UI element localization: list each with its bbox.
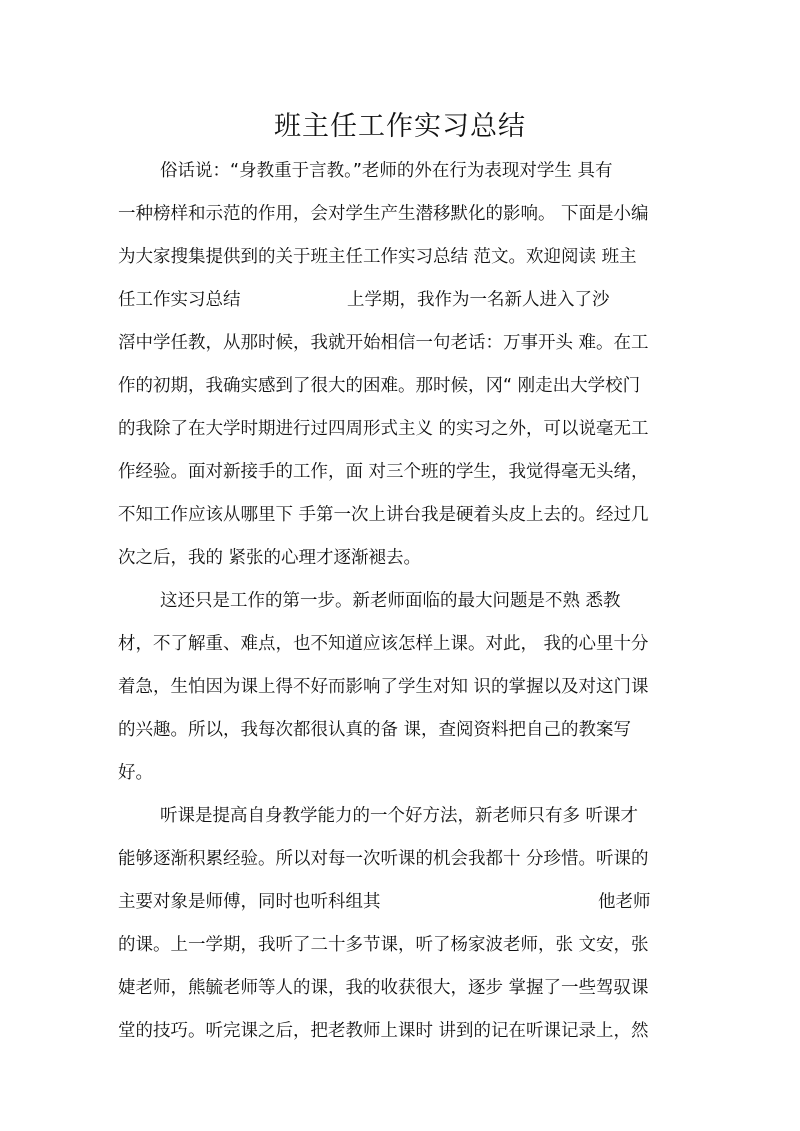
- text-line: 婕老师，熊毓老师等人的课，我的收获很大，逐步 掌握了一些驾驭课: [118, 978, 649, 998]
- text-line: 作的初期，我确实感到了很大的困难。那时候，冈“ 刚走出大学校门: [118, 376, 641, 396]
- text-line: 俗话说：“身教重于言教。”老师的外在行为表现对学生 具有: [160, 161, 613, 181]
- text-line: 能够逐渐积累经验。所以对每一次听课的机会我都十 分珍惜。听课的: [118, 849, 649, 869]
- text-line: 任工作实习总结: [118, 290, 241, 310]
- text-line: 主要对象是师傅，同时也听科组其: [118, 892, 381, 912]
- text-line: 不知工作应该从哪里下 手第一次上讲台我是硬着头皮上去的。经过几: [118, 505, 649, 525]
- text-line: 的我除了在大学时期进行过四周形式主义 的实习之外，可以说毫无工: [118, 419, 649, 439]
- text-line: 作经验。面对新接手的工作，面 对三个班的学生，我觉得毫无头绪，: [118, 462, 649, 482]
- text-line: 这还只是工作的第一步。新老师面临的最大问题是不熟 悉教: [160, 591, 621, 611]
- text-line: 材，不了解重、难点，也不知道应该怎样上课。对此， 我的心里十分: [118, 634, 649, 654]
- text-line: 好。: [118, 763, 153, 783]
- text-line: 次之后，我的 紧张的心理才逐渐褪去。: [118, 548, 422, 568]
- text-line: 的课。上一学期，我听了二十多节课，听了杨家波老师，张 文安，张: [118, 935, 649, 955]
- text-line: 的兴趣。所以，我每次都很认真的备 课，查阅资料把自己的教案写: [118, 720, 632, 740]
- text-line: 堂的技巧。听完课之后，把老教师上课时 讲到的记在听课记录上，然: [118, 1021, 649, 1041]
- text-line: 上学期，我作为一名新人进入了沙: [347, 290, 610, 310]
- text-line: 为大家搜集提供到的关于班主任工作实习总结 范文。欢迎阅读 班主: [118, 247, 637, 267]
- text-line: 听课是提高自身教学能力的一个好方法，新老师只有多 听课才: [160, 806, 639, 826]
- text-line: 着急，生怕因为课上得不好而影响了学生对知 识的掌握以及对这门课: [118, 677, 649, 697]
- text-line: 滘中学任教，从那时候，我就开始相信一句老话：万事开头 难。在工: [118, 333, 649, 353]
- document-title: 班主任工作实习总结: [274, 111, 526, 142]
- text-line: 他老师: [598, 892, 651, 912]
- text-line: 一种榜样和示范的作用，会对学生产生潜移默化的影响。 下面是小编: [118, 204, 649, 224]
